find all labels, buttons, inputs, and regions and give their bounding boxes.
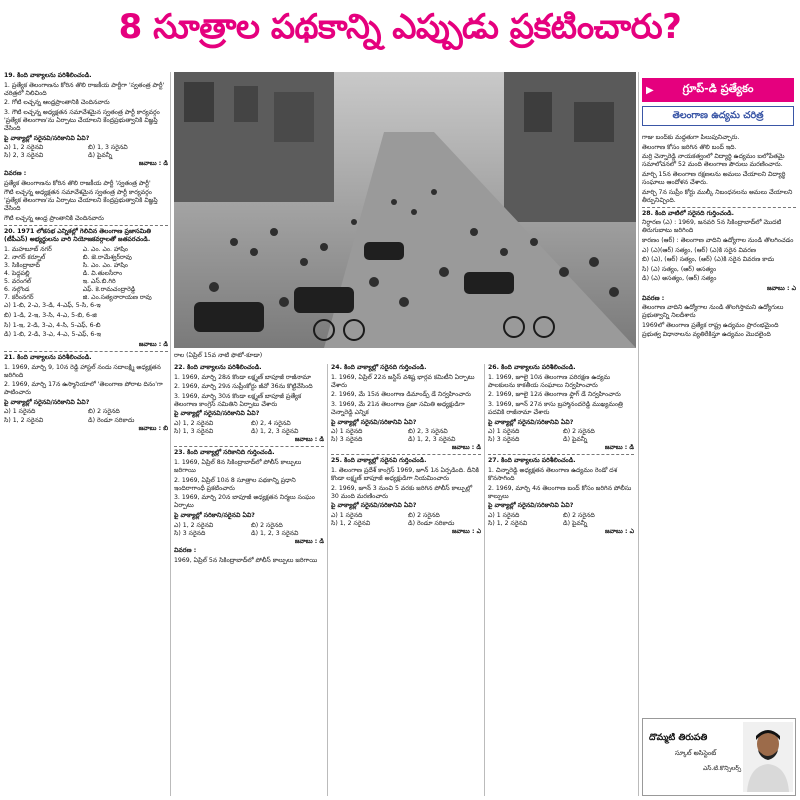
match-right: జి. ఎం.సత్యనారాయణ రావు — [82, 294, 152, 302]
question-prompt: పై వాక్యాల్లో సరైనవి/సరికానివి ఏవి? — [174, 410, 260, 418]
explanation: గౌటి లచ్చన్న ఆంధ్ర ప్రాంతానికి చెందినవారు — [4, 215, 104, 222]
column-4 — [488, 364, 634, 796]
section-subtitle: తెలంగాణ ఉద్యమ చరిత్ర — [642, 106, 794, 126]
option: ఎ) 1, 2 సరైనవి — [174, 521, 214, 529]
statement: నిర్ధారణ (ఎ) : 1969, జనవరి 5న సికింద్రాబాద్‌లో మొదటి తిరుగుబాటు జరిగింది — [642, 219, 782, 235]
statement: 2. 1969, జూలై 12న తెలంగాణ ఫ్లాగ్ డే నిర్వహించారు — [488, 391, 621, 399]
option: ఎ) 1, 2 సరైనవి — [4, 144, 44, 152]
match-left: 3. సికింద్రాబాద్ — [4, 261, 41, 269]
option: డి) 1, 2, 3 సరైనవి — [251, 428, 299, 436]
statement: 1. 1969, ఏప్రిల్ 22న జస్టిస్ వశిష్ట భార్గవ కమిటీని ఏర్పాటు చేశారు — [331, 373, 475, 389]
match-left: 5. వరంగల్ — [4, 278, 32, 286]
option: బి) 2, 3 సరైనవి — [408, 428, 448, 436]
statement: 1. తెలంగాణ ప్రదేశ్ కాంగ్రెస్ 1969, జూన్ 1న ఏర్పడింది. దీనికి కొండా లక్ష్మణ్ బాపూజీ అధ్యక్షుడిగా నియమించారు — [331, 467, 479, 483]
paragraph: గాజు బంద్‌కు మద్దతుగా పిలుపునిచ్చారు. — [642, 134, 740, 141]
column-3 — [331, 364, 481, 796]
match-right: డి. వి.తులసీరాం — [82, 270, 123, 278]
option: డి) 1, 2, 3 సరైనవి — [408, 436, 456, 444]
question-prompt: పై వాక్యాల్లో సరైనవి/సరికానివి ఏవి? — [4, 398, 90, 406]
statement: 2. 1969, మార్చి 4న తెలంగాణ బంద్ కోసం జరిగిన పోలీసు కాల్పులు — [488, 484, 632, 500]
section-tag — [642, 78, 794, 102]
paragraph: తెలంగాణ కోసం జరిగిన తొలి బంద్ ఇది. — [642, 143, 737, 151]
explanation-label: వివరణ : — [174, 547, 197, 555]
explanation: గౌటి లచ్చన్న అధ్యక్షతన సమావేశమైన స్వతంత్ర పార్టీ కార్యవర్గం 'ప్రత్యేక తెలంగాణ'ను ఏర్పాటు చేయాలని కేంద్రప్రభుత్వానికి విజ్ఞప్తి చేసింది — [4, 189, 158, 213]
statement: 1. 1969, ఏప్రిల్ 8న సికింద్రాబాద్‌లో పోలీస్ కాల్పులు జరిగాయి — [174, 458, 302, 475]
option: బి) 2, 4 సరైనవి — [251, 420, 291, 428]
option: డి) (ఎ) అసత్యం, (ఆర్) సత్యం — [642, 275, 717, 283]
statement: 3. 1969, జూన్ 27న కాసు బ్రహ్మానందరెడ్డి ముఖ్యమంత్రి పదవికి రాజీనామా చేశారు — [488, 400, 623, 416]
answer: జవాబు : డి — [451, 444, 481, 452]
column-5 — [642, 134, 796, 714]
statement: 3. 1969, మార్చి 20న బాపూజీ అధ్యక్షతన నిర్మలు సంఘం ఏర్పాటు — [174, 494, 315, 510]
option: బి) 2 సరైనది — [88, 408, 120, 416]
column-1 — [4, 72, 168, 796]
page-headline: 8 సూత్రాల పథకాన్ని ఎప్పుడు ప్రకటించారు? — [118, 7, 682, 47]
explanation: తెలంగాణ వాదిని ఉద్యోగాల నుండి తొలగిస్తామని ఉద్యోగులు ప్రభుత్వాన్ని నిలదీశారు — [642, 304, 784, 320]
section-tag-label: గ్రూప్-డి ప్రత్యేకం — [682, 82, 754, 95]
question-19: 19. కింది వాక్యాలను పరిశీలించండి. — [4, 72, 92, 79]
option: బి) 2 సరైనది — [563, 428, 595, 436]
author-role: స్కూల్ అసిస్టెంట్ — [675, 749, 717, 757]
answer: జవాబు : డి — [294, 436, 324, 444]
author-box — [642, 718, 796, 796]
question-26: 26. కింది వాక్యాలను పరిశీలించండి. — [488, 364, 576, 371]
match-right: బి. జె.రామేశ్వర్‌రావు — [82, 253, 132, 261]
question-24: 24. కింది వాక్యాల్లో సరైనది గుర్తించండి. — [331, 364, 427, 371]
match-right: సి. ఎం. ఎం. హాషిం — [82, 261, 128, 269]
author-name: దొమ్మటి తిరుపతి — [649, 733, 708, 743]
match-left: 4. పెద్దపల్లి — [4, 270, 30, 278]
statement: 1. 1969, మార్చి 28న కొండా లక్ష్మణ్ బాపూజీ రాజీనామా — [174, 373, 312, 381]
answer: జవాబు : డి — [604, 444, 634, 452]
statement: 2. 1969, మార్చి 17న ఉస్మానియాలో 'తెలంగాణ పోరాట దినం'గా పాటించారు — [4, 381, 163, 397]
option: ఎ) 1 సరైనది — [331, 512, 363, 519]
option: ఎ) (ఎ)(ఆర్) సత్యం, (ఆర్) (ఎ)కి సరైన వివరణ — [642, 246, 757, 254]
paragraph: మార్చి 7న సుప్రీం కోర్టు ముల్కీ నిబంధనలను అమలు చేయాలని తీర్పునిచ్చింది. — [642, 188, 793, 204]
answer: జవాబు : డి — [138, 340, 168, 348]
option: డి) 1, 2, 3 సరైనవి — [251, 529, 299, 537]
question-prompt: పై వాక్యాల్లో సరైనవి/సరికానివి ఏవి? — [331, 418, 417, 426]
question-prompt: పై వాక్యాల్లో సరైనవి/సరికానివి ఏవి? — [488, 418, 574, 426]
option: ఎ) 1 సరైనది — [488, 512, 520, 519]
statement: 2. గోటి లచ్చన్న ఆంధ్రప్రాంతానికి చెందినవారు — [4, 99, 110, 107]
match-right: ఎ. ఎం. ఎం. హాషిం — [82, 245, 128, 253]
question-21: 21. కింది వాక్యాలను పరిశీలించండి. — [4, 353, 92, 361]
statement: కారణం (ఆర్) : తెలంగాణ వాదిని ఉద్యోగాల నుండి తొలగించడం — [642, 237, 794, 245]
option: సి) 3 సరైనది — [488, 436, 520, 444]
answer: జవాబు : ఎ — [767, 285, 796, 292]
option: బి) 2 సరైనది — [563, 512, 595, 519]
question-25: 25. కింది వాక్యాల్లో సరైనవి గుర్తించండి. — [331, 457, 427, 465]
section-brand — [642, 72, 794, 130]
option: సి) 1, 2 సరైనవి — [4, 416, 44, 424]
arrow-icon: ▶ — [646, 84, 654, 96]
option: బి) 2 సరైనది — [251, 521, 283, 529]
question-22: 22. కింది వాక్యాలను పరిశీలించండి. — [174, 364, 262, 371]
option: డి) రెండూ సరికాదు — [408, 520, 455, 528]
statement: 1. 1969, జూలై 10న తెలంగాణ పరిరక్షణ ఉద్యమ పాలకులను కాకతీయ సంఘాలు నిర్వహించారు — [488, 373, 611, 389]
option: ఎ) 1 సరైనది — [488, 428, 520, 436]
question-prompt: పై వాక్యాల్లో సరికాని/సరైనవి ఏవి? — [174, 512, 255, 519]
option: డి) 1-బి, 2-డి, 3-ఎ, 4-ఎ, 5-ఎఫ్, 6-ఇ — [4, 331, 101, 339]
answer: జవాబు : డి — [138, 160, 168, 168]
match-left: 1. మహబూబ్ నగర్ — [4, 245, 52, 253]
author-role-2: ఎస్.టి.కొన్సిలర్స్ — [703, 765, 742, 772]
option: ఎ) 1 సరైనది — [4, 408, 36, 416]
option: సి) 2, 3 సరైనవి — [4, 152, 44, 160]
paragraph: మర్రి చెన్నారెడ్డి నాయకత్వంలో విద్యార్థి ఉద్యమం బలోపేతమై సమాలోచనలో 52 మంది తెలంగాణ పౌరులు మరణించారు. — [642, 153, 785, 169]
option: డి) పైవన్నీ — [563, 520, 588, 528]
statement: 2. 1969, జూన్ 3 నుంచి 5 వరకు జరిగిన పోలీస్ కాల్పుల్లో 30 మంది మరణించారు — [331, 484, 473, 500]
explanation: ప్రత్యేక తెలంగాణను కోరిన తొలి రాజకీయ పార్టీ 'స్వతంత్ర పార్టీ' — [4, 179, 151, 187]
explanation: ప్రభుత్వ విధానాలను వ్యతిరేకిస్తూ ఉద్యమం మొదలైంది — [642, 331, 771, 339]
option: డి) పైవన్నీ — [563, 436, 588, 444]
option: సి) 3 సరైనది — [174, 529, 206, 537]
statement: 3. గౌటి లచ్చన్న అధ్యక్షతన సమావేశమైన స్వతంత్ర పార్టీ కార్యవర్గం 'ప్రత్యేక తెలంగాణ'ను ఏర్పాటు చేయాలని కేంద్రప్రభుత్వానికి విజ్ఞప్తి చేసింది — [4, 108, 160, 133]
statement: 1. ప్రత్యేక తెలంగాణను కోరిన తొలి రాజకీయ పార్టీగా 'స్వతంత్ర పార్టీ' చరిత్రలో నిలిచింది — [4, 81, 165, 97]
statement: 3. 1969, మార్చి 30న కొండా లక్ష్మణ్ బాపూజీ ప్రత్యేక తెలంగాణ కాంగ్రెస్ సమితిని ఏర్పాటు చేశారు — [174, 392, 302, 408]
option: సి) (ఎ) సత్యం, (ఆర్) అసత్యం — [642, 265, 717, 273]
match-right: ఎఫ్. కె.రామచంద్రారెడ్డి — [82, 286, 136, 294]
explanation-label: వివరణ : — [642, 294, 665, 302]
question-prompt: పై వాక్యాల్లో సరైనవి/సరికానివి ఏవి? — [488, 502, 574, 510]
statement: 2. 1969, ఏప్రిల్ 10న 8 సూత్రాల పథకాన్ని ప్రధాని ఇందిరాగాంధీ ప్రకటించారు — [174, 476, 296, 492]
option: ఎ) 1-బి, 2-ఎ, 3-డి, 4-ఎఫ్, 5-సి, 6-ఇ — [4, 302, 101, 310]
answer: జవాబు : ఎ — [452, 528, 481, 536]
question-28: 28. కింది వాటిలో సరైనది గుర్తించండి. — [642, 209, 734, 217]
explanation-label: వివరణ : — [4, 170, 27, 178]
option: డి) రెండూ సరికాదు — [88, 416, 135, 424]
option: సి) 3 సరైనది — [331, 436, 363, 444]
question-20: 20. 1971 లోకసభ ఎన్నికల్లో గెలిచిన తెలంగాణ ప్రజాసమితి (టీపీఎస్) అభ్యర్థులను వారి నియోజకవర్గాలతో జతపరచండి. — [4, 228, 151, 244]
crowd-photo — [174, 72, 636, 348]
option: సి) 1, 3 సరైనవి — [174, 428, 214, 436]
option: సి) 1, 2 సరైనవి — [331, 520, 371, 528]
option: సి) 1, 2 సరైనవి — [488, 520, 528, 528]
question-23: 23. కింది వాక్యాల్లో సరికానిది గుర్తించండి. — [174, 449, 275, 457]
statement: 1. చిన్నారెడ్డి అధ్యక్షతన తెలంగాణ ఉద్యమం రెండో దశ కొనసాగింది — [488, 467, 618, 483]
question-27: 27. కింది వాక్యాలను పరిశీలించండి. — [488, 457, 576, 465]
option: బి) 1-డి, 2-ఇ, 3-సి, 4-ఎ, 5-బి, 6-జి — [4, 312, 97, 320]
paragraph: మార్చి 15న తెలంగాణ రక్షణలను అమలు చేయాలని విద్యార్థి సంఘాలు ఆందోళన చేశారు. — [642, 170, 786, 186]
option: డి) పైవన్నీ — [88, 152, 113, 160]
avatar — [743, 722, 793, 792]
answer: జవాబు : ఎ — [605, 528, 634, 536]
statement: 2. 1969, మార్చి 29న సుప్రీంకోర్టు జీవో 36ను కొట్టివేసింది — [174, 383, 313, 391]
answer: జవాబు : డి — [294, 537, 324, 545]
statement: 1. 1969, మార్చి 9, 10న రెడ్డి హాస్టల్ నందు సదాలక్ష్మి అధ్యక్షతన జరిగింది — [4, 363, 161, 379]
option: ఎ) 1 సరైనది — [331, 428, 363, 436]
explanation: 1969లో తెలంగాణ ప్రత్యేక రాష్ట్ర ఉద్యమం ప్రారంభమైంది — [642, 321, 779, 329]
match-left: 6. నల్గొండ — [4, 286, 30, 294]
explanation: 1969, ఏప్రిల్ 5న సికింద్రాబాద్‌లో పోలీస్ కాల్పులు జరిగాయి — [174, 556, 318, 564]
match-table — [4, 246, 168, 303]
option: ఎ) 1, 2 సరైనవి — [174, 420, 214, 428]
option: బి) 1, 3 సరైనవి — [88, 144, 128, 152]
option: బి) (ఎ), (ఆర్) సత్యం, (ఆర్) (ఎ)కి సరైన వివరణ కాదు — [642, 256, 775, 264]
match-left: 7. కరీంనగర్ — [4, 294, 34, 302]
column-2 — [174, 364, 324, 796]
question-prompt: పై వాక్యాల్లో సరైనవి/సరికానివి ఏవి? — [4, 134, 90, 142]
statement: 3. 1969, మే 21న తెలంగాణ ప్రజా సమితి అధ్యక్షుడిగా చెన్నారెడ్డి ఎన్నిక — [331, 400, 465, 416]
answer: జవాబు : బి — [138, 424, 168, 432]
photo-caption: రాల (ఏప్రిల్ 15వ నాటి ఫొటో-కూడా) — [174, 352, 263, 359]
option: బి) 2 సరైనది — [408, 512, 440, 519]
question-prompt: పై వాక్యాల్లో సరైనవి/సరికానివి ఏవి? — [331, 502, 417, 510]
option: సి) 1-ఇ, 2-డి, 3-ఎ, 4-సి, 5-ఎఫ్, 6-బి — [4, 321, 101, 329]
statement: 2. 1969, మే 15న తెలంగాణ డిమాండ్స్ డే నిర్వహించారు — [331, 391, 471, 399]
match-left: 2. నాగర్ కర్నూల్ — [4, 253, 46, 261]
match-right: ఇ. ఎస్.బి.గిరి — [82, 278, 116, 286]
